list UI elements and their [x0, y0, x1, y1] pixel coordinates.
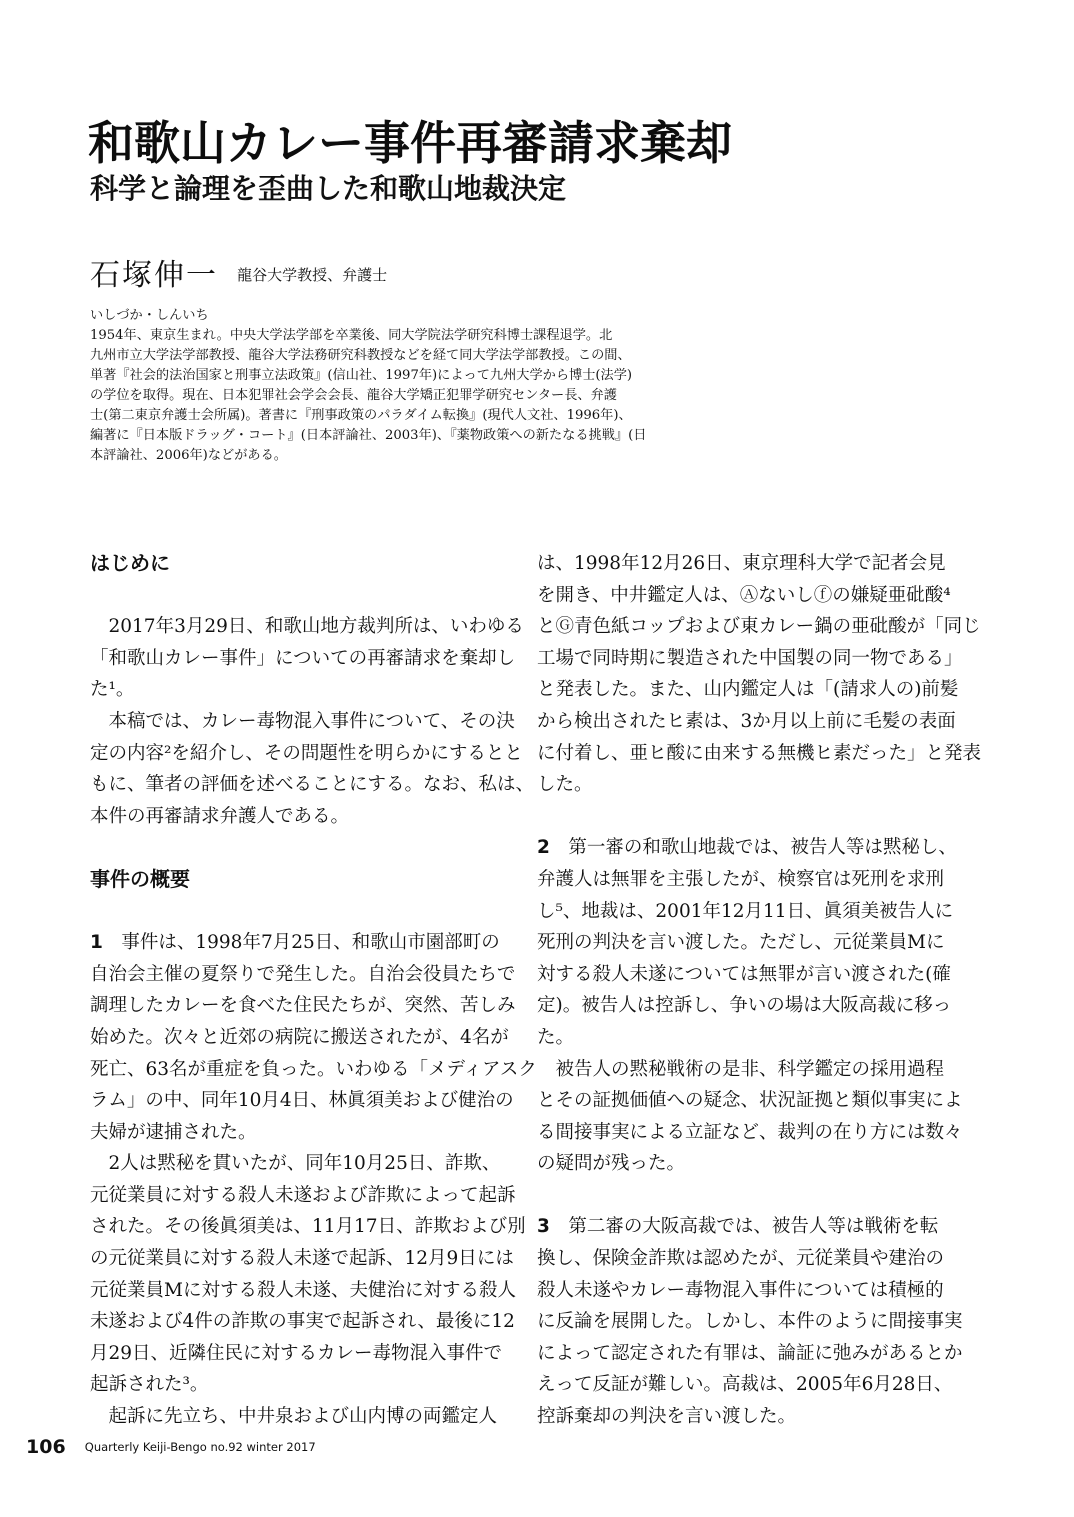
page-footer	[26, 1436, 316, 1458]
bio-line: いしづか・しんいち	[90, 308, 209, 323]
body-text-line: 調理したカレーを食べた住民たちが、突然、苦しみ	[90, 995, 516, 1017]
paragraph-number: 2	[537, 837, 550, 859]
paragraph-gap	[537, 801, 949, 833]
body-text: 事件は、1998年7月25日、和歌山市園部町の	[102, 932, 500, 954]
body-text-line: の疑問が残った。	[537, 1153, 686, 1175]
body-text-line: 本件の再審請求弁護人である。	[90, 805, 350, 827]
body-text-line: した。	[537, 774, 593, 796]
body-text-line: 換し、保険金詐欺は認めたが、元従業員や建治の	[537, 1248, 945, 1270]
bio-line: 単著『社会的法治国家と刑事立法政策』(信山社、1997年)によって九州大学から博士(法学)	[90, 368, 633, 383]
bio-line: の学位を取得。現在、日本犯罪社会学会会長、龍谷大学矯正犯罪学研究センター長、弁護	[90, 388, 617, 403]
body-text-line: 被告人の黙秘戦術の是非、科学鑑定の採用過程	[537, 1058, 945, 1080]
body-text-line: 控訴棄却の判決を言い渡した。	[537, 1406, 797, 1428]
paragraph-number: 1	[90, 932, 103, 954]
body-text-line: 2017年3月29日、和歌山地方裁判所は、いわゆる	[90, 616, 524, 638]
section-heading: 事件の概要	[90, 866, 190, 891]
paragraph-number: 3	[537, 1216, 550, 1238]
journal-name: Quarterly Keiji-Bengo no.92 winter 2017	[84, 1440, 316, 1454]
bio-line: 九州市立大学法学部教授、龍谷大学法務研究科教授などを経て同大学法学部教授。この間、	[90, 348, 631, 363]
bio-line: 本評論社、2006年)などがある。	[90, 448, 287, 463]
body-text-line: 自治会主催の夏祭りで発生した。自治会役員たちで	[90, 963, 516, 985]
body-text-line: る間接事実による立証など、裁判の在り方には数々	[537, 1121, 963, 1143]
body-text-line: 起訴に先立ち、中井泉および山内博の両鑑定人	[90, 1406, 498, 1428]
body-text: 第二審の大阪高裁では、被告人等は戦術を転	[549, 1216, 939, 1238]
body-text-line: た¹。	[90, 679, 135, 701]
body-text-line: とⒼ青色紙コップおよび東カレー鍋の亜砒酸が「同じ	[537, 616, 981, 638]
body-text-line: 本稿では、カレー毒物混入事件について、その決	[90, 710, 515, 732]
bio-line: 士(第二東京弁護士会所属)。著書に『刑事政策のパラダイム転換』(現代人文社、1996年)、	[90, 408, 632, 423]
body-text-line: し⁵、地裁は、2001年12月11日、眞須美被告人に	[537, 900, 954, 922]
body-text-line: によって認定された有罪は、論証に弛みがあるとか	[537, 1342, 963, 1364]
body-text-line: 対する殺人未遂については無罪が言い渡された(確	[537, 963, 951, 985]
author-affiliation: 龍谷大学教授、弁護士	[237, 266, 388, 284]
body-text: 第一審の和歌山地裁では、被告人等は黙秘し、	[549, 837, 957, 859]
body-text-line: 始めた。次々と近郊の病院に搬送されたが、4名が	[90, 1026, 509, 1048]
body-text-line: 2人は黙秘を貫いたが、同年10月25日、詐欺、	[90, 1153, 501, 1175]
body-text-line: は、1998年12月26日、東京理科大学で記者会見	[537, 553, 946, 574]
body-text-line: に反論を展開した。しかし、本件のように間接事実	[537, 1311, 963, 1333]
body-text-line: 元従業員Mに対する殺人未遂、夫健治に対する殺人	[90, 1279, 516, 1301]
body-text-line: に付着し、亜ヒ酸に由来する無機ヒ素だった」と発表	[537, 742, 982, 764]
body-text-line: 「和歌山カレー事件」についての再審請求を棄却し	[90, 647, 516, 669]
paragraph-gap	[90, 896, 502, 928]
body-text-line: 月29日、近隣住民に対するカレー毒物混入事件で	[90, 1342, 503, 1364]
body-text-line: ラム」の中、同年10月4日、林眞須美および健治の	[90, 1090, 514, 1112]
body-text-line: もに、筆者の評価を述べることにする。なお、私は、	[90, 774, 535, 796]
bio-line: 編著に『日本版ドラッグ・コート』(日本評論社、2003年)、『薬物政策への新たなる挑戦』(日	[90, 428, 647, 443]
body-text-line: 工場で同時期に製造された中国製の同一物である」	[537, 647, 963, 669]
body-text-line: 弁護人は無罪を主張したが、検察官は死刑を求刑	[537, 868, 945, 890]
body-text-line: えって反証が難しい。高裁は、2005年6月28日、	[537, 1374, 953, 1396]
body-column-left	[90, 548, 537, 1433]
body-text-line: された。その後眞須美は、11月17日、詐欺および別	[90, 1216, 526, 1238]
paragraph-gap	[537, 1180, 949, 1212]
bio-line: 1954年、東京生まれ。中央大学法学部を卒業後、同大学院法学研究科博士課程退学。北	[90, 328, 613, 343]
page-number: 106	[26, 1436, 66, 1458]
paragraph-gap	[90, 832, 502, 864]
body-text-line: 殺人未遂やカレー毒物混入事件については積極的	[537, 1279, 944, 1301]
body-text-line: の元従業員に対する殺人未遂で起訴、12月9日には	[90, 1248, 514, 1270]
body-text-line: 未遂および4件の詐欺の事実で起訴され、最後に12	[90, 1311, 515, 1333]
body-text-line: から検出されたヒ素は、3か月以上前に毛髪の表面	[537, 710, 956, 732]
author-line	[90, 256, 387, 296]
author-bio	[90, 306, 662, 466]
body-text-line: を開き、中井鑑定人は、Ⓐないしⓕの嫌疑亜砒酸⁴	[537, 584, 951, 606]
numbered-paragraph-start	[90, 927, 502, 959]
body-text-line: た。	[537, 1026, 575, 1048]
article-subtitle: 科学と論理を歪曲した和歌山地裁決定	[90, 172, 567, 205]
body-text-line: とその証拠価値への疑念、状況証拠と類似事実によ	[537, 1090, 963, 1112]
section-heading: はじめに	[90, 551, 170, 575]
body-text-line: 死亡、63名が重症を負った。いわゆる「メディアスク	[90, 1058, 537, 1080]
body-text-line: 定)。被告人は控訴し、争いの場は大阪高裁に移っ	[537, 995, 952, 1017]
body-text-line: 定の内容²を紹介し、その問題性を明らかにするとと	[90, 742, 523, 764]
numbered-paragraph-start	[537, 1211, 949, 1243]
body-text-line: 起訴された³。	[90, 1374, 209, 1396]
body-text-line: 元従業員に対する殺人未遂および詐欺によって起訴	[90, 1184, 516, 1206]
numbered-paragraph-start	[537, 832, 957, 864]
body-text-line: と発表した。また、山内鑑定人は「(請求人の)前髪	[537, 679, 959, 701]
body-text-line: 死刑の判決を言い渡した。ただし、元従業員Mに	[537, 932, 945, 954]
body-column-right	[537, 548, 982, 1433]
author-name: 石塚伸一	[90, 258, 218, 293]
article-title: 和歌山カレー事件再審請求棄却	[88, 116, 732, 170]
paragraph-gap	[90, 580, 502, 612]
body-text-line: 夫婦が逮捕された。	[90, 1121, 257, 1143]
